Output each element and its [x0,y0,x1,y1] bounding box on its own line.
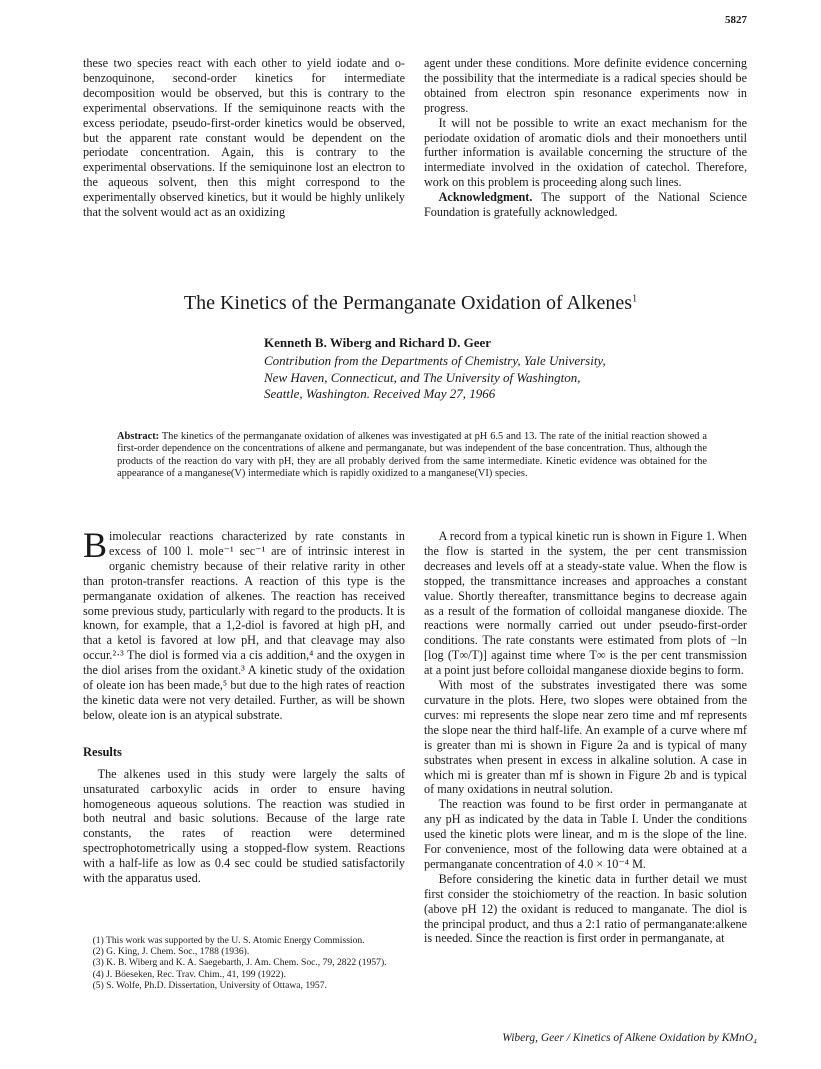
page-number: 5827 [725,14,747,26]
top-right-paragraph-1: agent under these conditions. More definite evidence concerning the possibility that the intermediate is a radical species should be obtained from electron spin resonance experiments now in progress. [424,56,747,115]
footnote: (4) J. Böeseken, Rec. Trav. Chim., 41, 199 (1922). [92,968,286,980]
body-left-column [83,525,405,886]
abstract [117,431,707,480]
intro-text: imolecular reactions characterized by rate constants in excess of 100 l. mole⁻¹ sec⁻¹ are of intrinsic interest in organic chemistry because of their relative rarity in other than proton-transfer reactions. A reaction of this type is the permanganate oxidation of alkenes. The reaction has received some previous study, particularly with regard to the products. It is known, for example, that a 1,2-diol is favored at high pH, and that a ketol is favored at low pH, and that cleavage may also occur.²·³ The diol is formed via a cis addition,⁴ and the oxygen in the diol arises from the oxidant.³ A kinetic study of the oxidation of oleate ion has been made,⁵ but due to the high rates of reaction the kinetic data were not very detailed. Further, as will be shown below, oleate ion is an atypical substrate. [83,529,405,722]
right-paragraph-3: The reaction was found to be first order in permanganate at any pH as indicated by the data in Table I. Under the conditions used the kinetic plots were linear, and m is the slope of the line. For convenience, most of the following data were obtained at a permanganate concentration of 4.0 × 10⁻⁴ M. [424,797,747,871]
footnote: (2) G. King, J. Chem. Soc., 1788 (1936). [92,946,250,958]
top-left-paragraph: these two species react with each other to yield iodate and o-benzoquinone, second-order kinetics for intermediate decomposition would be observed, but this is contrary to the experimental observations. If the semiquinone reacts with the excess periodate, pseudo-first-order kinetics would be observed, but the apparent rate constant would be dependent on the periodate concentration. Again, this is contrary to the experimental observations. If the semiquinone lost an electron to the aqueous solvent, then this might correspond to the experimentally observed kinetics, but it would be highly unlikely that the solvent would act as an oxidizing [83,56,405,220]
results-heading: Results [83,744,122,759]
right-paragraph-1: A record from a typical kinetic run is shown in Figure 1. When the flow is started in the system, the per cent transmission decreases and levels off at a steady-state value. When the flow is stopped, the transmittance increases and approaches a constant value. Shortly thereafter, transmittance begins to decrease again as a result of the formation of colloidal manganese dioxide. The reactions were normally carried out under pseudo-first-order conditions. The rate constants were estimated from plots of −ln [log (T∞/T)] against time where T∞ is the per cent transmission at a point just before colloidal manganese dioxide begins to form. [424,529,747,678]
ack-text: The support of the National Science Foundation is gratefully acknowledged. [424,190,747,220]
article-title [0,292,821,315]
results-paragraph: The alkenes used in this study were largely the salts of unsaturated carboxylic acids in order to ensure having homogeneous aqueous solutions. The reaction was studied in both neutral and basic solutions. Because of the large rate constants, the rates of reaction were determined spectrophotometrically using a stopped-flow system. Reactions with a half-life as low as 0.4 sec could be studied satisfactorily with the apparatus used. [83,766,405,886]
title-footnote-marker: 1 [632,293,638,305]
right-paragraph-2: With most of the substrates investigated there was some curvature in the plots. Here, two slopes were obtained from the curves: mi represents the slope near zero time and mf represents the slope near the third half-life. An example of a curve where mf is greater than mi is shown in Figure 2a and is typical of many substrates when present in excess in alkaline solution. A case in which mi is greater than mf is shown in Figure 2b and is typical of many oxidations in neutral solution. [424,678,747,797]
top-right-column [424,56,747,220]
top-left-column [83,56,405,220]
title-text: The Kinetics of the Permanganate Oxidation of Alkenes [183,292,633,314]
ack-label: Acknowledgment. [438,190,533,205]
running-footer: Wiberg, Geer / Kinetics of Alkene Oxidation by KMnO₄ [502,1032,757,1044]
footnote: (3) K. B. Wiberg and K. A. Saegebarth, J. Am. Chem. Soc., 79, 2822 (1957). [92,957,387,969]
intro-paragraph [83,525,405,723]
footnotes [83,935,405,991]
acknowledgment [424,190,747,220]
abstract-text: The kinetics of the permanganate oxidation of alkenes was investigated at pH 6.5 and 13. The rate of the initial reaction showed a first-order dependence on the concentrations of alkene and permanganate, but was independent of the base concentration. Thus, although the products of the reaction do vary with pH, they are all probably derived from the same intermediate. Kinetic evidence was obtained for the appearance of a manganese(V) intermediate which is rapidly oxidized to a manganese(VI) species. [117,431,707,479]
footnote: (1) This work was supported by the U. S. Atomic Energy Commission. [92,935,365,946]
footnote: (5) S. Wolfe, Ph.D. Dissertation, University of Ottawa, 1957. [92,979,327,991]
authors: Kenneth B. Wiberg and Richard D. Geer [264,335,492,350]
body-right-column [424,529,747,946]
affiliation: Contribution from the Departments of Chemistry, Yale University, New Haven, Connecticut, and The University of Washington, Seattle, Washington. Received May 27, 1966 [264,353,606,401]
drop-cap: B [83,525,108,565]
right-paragraph-4: Before considering the kinetic data in further detail we must first consider the stoichiometry of the reaction. In basic solution (above pH 12) the oxidant is reduced to manganate. The diol is the principal product, and thus a 2:1 ratio of permanganate:alkene is needed. Since the reaction is first order in permanganate, at [424,871,747,946]
top-right-paragraph-2: It will not be possible to write an exact mechanism for the periodate oxidation of aromatic diols and their monoethers until further information is available concerning the structure of the intermediate involved in the oxidation of catechol. Therefore, work on this problem is proceeding along such lines. [424,115,747,190]
abstract-label: Abstract: [117,431,160,442]
